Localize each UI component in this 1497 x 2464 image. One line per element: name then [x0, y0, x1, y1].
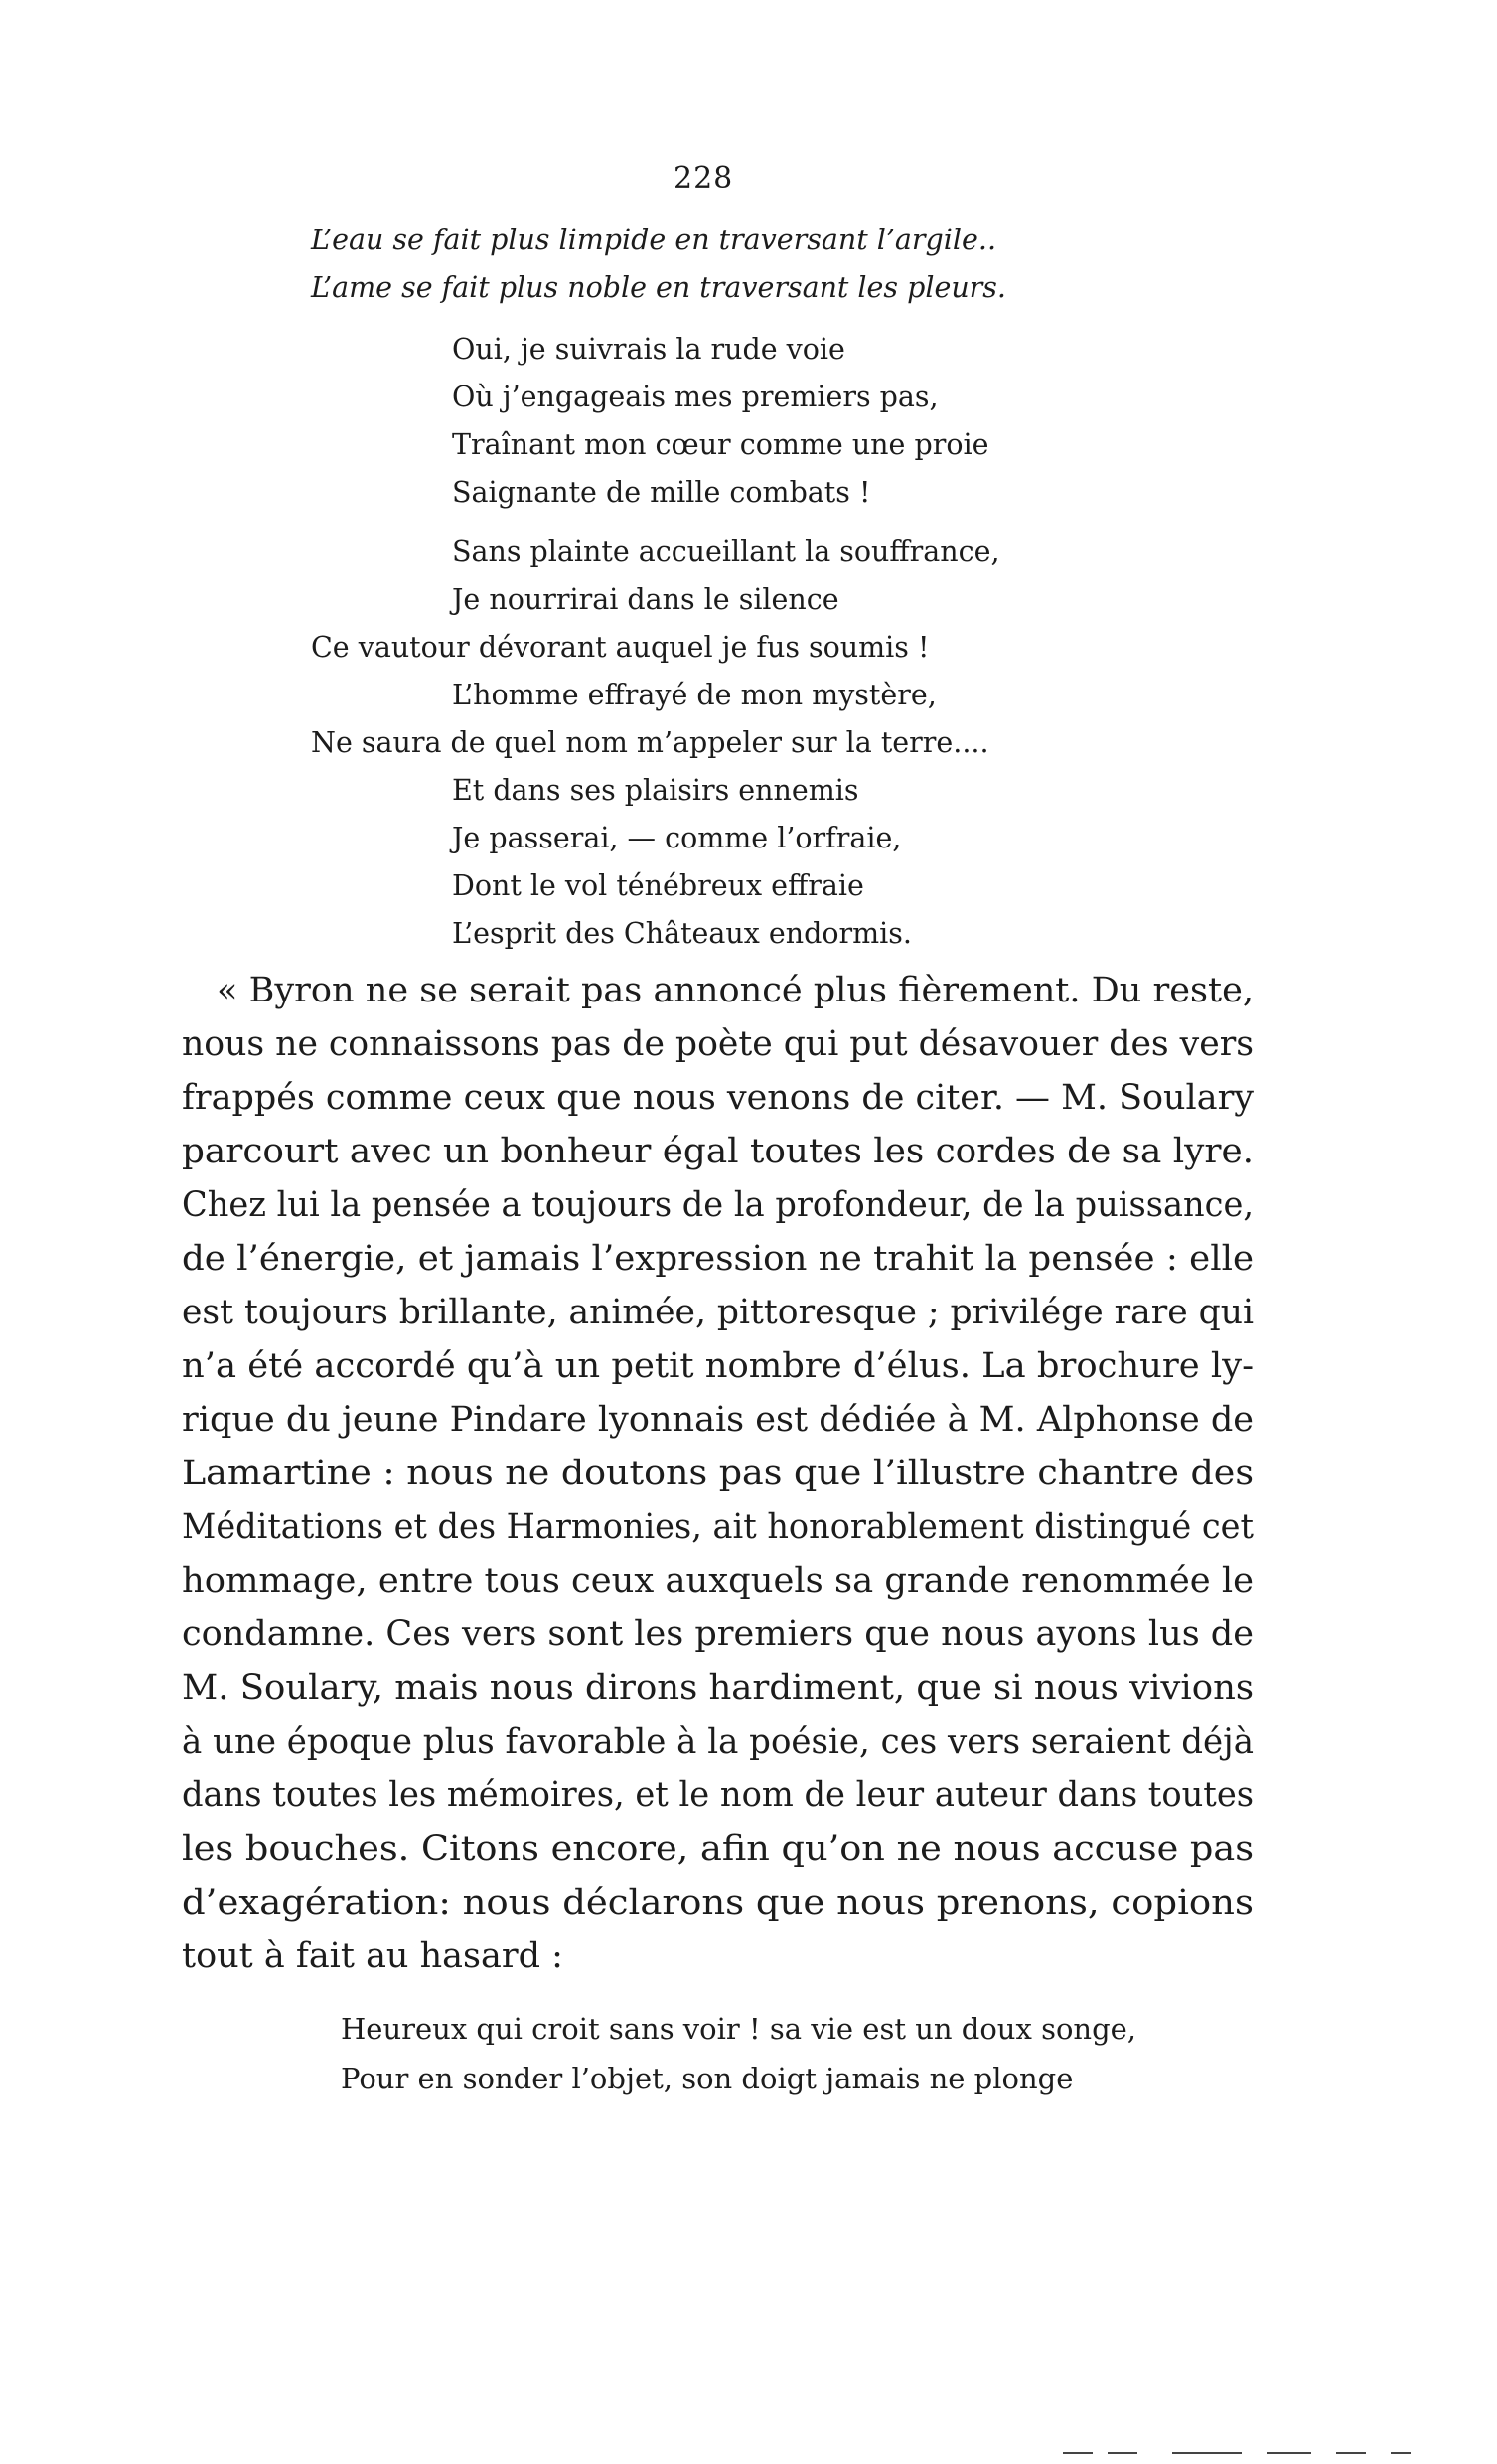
paragraph-line: hommage, entre tous ceux auxquels sa grande renommée le	[182, 1561, 1254, 1601]
paragraph-line: Méditations et des Harmonies, ait honorablement distingué cet	[182, 1507, 1254, 1547]
scan-edge-mark	[1063, 2452, 1093, 2454]
paragraph-line: M. Soulary, mais nous dirons hardiment, que si nous vivions	[182, 1668, 1255, 1708]
quote-line: Heureux qui croit sans voir ! sa vie est un doux songe,	[341, 2012, 1137, 2046]
paragraph-line: frappés comme ceux que nous venons de citer. — M. Soulary	[182, 1078, 1255, 1118]
scan-edge-mark	[1391, 2452, 1411, 2454]
paragraph-line: « Byron ne se serait pas annoncé plus fièrement. Du reste,	[217, 971, 1255, 1010]
paragraph-line: tout à fait au hasard :	[182, 1936, 563, 1976]
paragraph-line: condamne. Ces vers sont les premiers que nous ayons lus de	[182, 1615, 1254, 1654]
scan-edge-mark	[1336, 2452, 1366, 2454]
poem-line: Je passerai, — comme l’orfraie,	[452, 822, 902, 854]
poem-line: Saignante de mille combats !	[452, 476, 871, 509]
poem-line: L’homme effrayé de mon mystère,	[452, 679, 937, 711]
poem-line: L’esprit des Châteaux endormis.	[452, 917, 912, 950]
poem-line: Dont le vol ténébreux effraie	[452, 869, 864, 902]
scan-edge-mark	[1267, 2452, 1311, 2454]
page-number: 228	[674, 161, 734, 196]
epigraph-line: L’eau se fait plus limpide en traversant l’argile..	[311, 224, 996, 256]
poem-line: Ne saura de quel nom m’appeler sur la terre....	[311, 726, 989, 759]
poem-line: Ce vautour dévorant auquel je fus soumis !	[311, 631, 930, 664]
paragraph-line: n’a été accordé qu’à un petit nombre d’élus. La brochure ly-	[182, 1346, 1254, 1386]
quote-line: Pour en sonder l’objet, son doigt jamais ne plonge	[341, 2062, 1074, 2095]
paragraph-line: d’exagération: nous déclarons que nous prenons, copions	[182, 1883, 1254, 1923]
paragraph-line: nous ne connaissons pas de poète qui put désavouer des vers	[182, 1024, 1255, 1064]
paragraph-line: Lamartine : nous ne doutons pas que l’illustre chantre des	[182, 1454, 1255, 1493]
paragraph-line: de l’énergie, et jamais l’expression ne trahit la pensée : elle	[182, 1239, 1255, 1279]
paragraph-line: Chez lui la pensée a toujours de la profondeur, de la puissance,	[182, 1185, 1255, 1225]
scan-edge-mark	[1108, 2452, 1137, 2454]
poem-line: Où j’engageais mes premiers pas,	[452, 381, 939, 413]
scan-edge-mark	[1172, 2452, 1242, 2454]
poem-line: Sans plainte accueillant la souffrance,	[452, 536, 1000, 568]
poem-line: Et dans ses plaisirs ennemis	[452, 774, 859, 807]
paragraph-line: est toujours brillante, animée, pittoresque ; privilége rare qui	[182, 1293, 1255, 1332]
poem-line: Traînant mon cœur comme une proie	[452, 428, 989, 461]
epigraph-line: L’ame se fait plus noble en traversant les pleurs.	[311, 271, 1006, 304]
poem-line: Je nourrirai dans le silence	[452, 583, 839, 616]
paragraph-line: dans toutes les mémoires, et le nom de leur auteur dans toutes	[182, 1775, 1255, 1815]
poem-line: Oui, je suivrais la rude voie	[452, 333, 845, 366]
paragraph-line: à une époque plus favorable à la poésie, ces vers seraient déjà	[182, 1722, 1254, 1762]
paragraph-line: parcourt avec un bonheur égal toutes les cordes de sa lyre.	[182, 1132, 1255, 1171]
paragraph-line: les bouches. Citons encore, afin qu’on ne nous accuse pas	[182, 1829, 1255, 1869]
paragraph-line: rique du jeune Pindare lyonnais est dédiée à M. Alphonse de	[182, 1400, 1255, 1440]
